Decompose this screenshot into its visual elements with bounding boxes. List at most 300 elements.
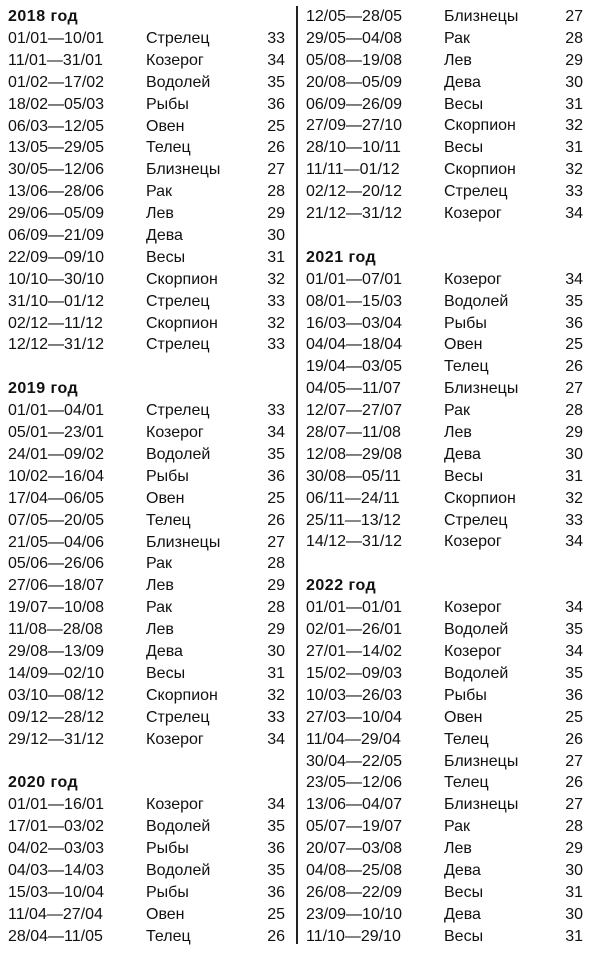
- section-spacer: [8, 356, 288, 378]
- date-range: 11/10—29/10: [306, 927, 401, 945]
- date-range: 27/03—10/04: [306, 708, 403, 726]
- sign-number: 33: [267, 30, 285, 47]
- date-range: 27/01—14/02: [306, 643, 403, 661]
- sign-number: 30: [267, 643, 285, 661]
- zodiac-sign: Овен: [146, 117, 185, 135]
- section-spacer: [306, 553, 588, 575]
- zodiac-sign: Водолей: [444, 621, 509, 639]
- sign-number: 27: [565, 752, 583, 770]
- zodiac-sign: Козерог: [146, 424, 204, 442]
- zodiac-sign: Скорпион: [146, 270, 218, 288]
- table-row: [306, 838, 588, 860]
- zodiac-sign: Лев: [146, 577, 174, 595]
- date-range: 03/10—08/12: [8, 686, 105, 704]
- zodiac-sign: Весы: [444, 95, 484, 113]
- date-range: 06/03—12/05: [8, 117, 105, 135]
- table-row: [306, 531, 588, 553]
- zodiac-sign: Скорпион: [444, 161, 516, 179]
- table-row: [8, 203, 288, 225]
- date-range: 29/08—13/09: [8, 643, 105, 661]
- table-row: [8, 685, 288, 707]
- date-range: 06/09—21/09: [8, 227, 105, 245]
- table-row: [306, 772, 588, 794]
- date-range: 29/06—05/09: [8, 205, 105, 223]
- table-row: [306, 882, 588, 904]
- date-range: 07/05—20/05: [8, 511, 105, 529]
- zodiac-sign: Водолей: [146, 818, 211, 836]
- table-row: [8, 181, 288, 203]
- table-row: [306, 72, 588, 94]
- date-range: 13/05—29/05: [8, 139, 105, 157]
- table-row: [8, 94, 288, 116]
- table-row: [306, 444, 588, 466]
- date-range: 29/12—31/12: [8, 730, 105, 748]
- sign-number: 29: [267, 577, 285, 595]
- date-range: 11/04—27/04: [8, 905, 103, 923]
- zodiac-sign: Козерог: [444, 270, 502, 288]
- table-row: [8, 904, 288, 926]
- zodiac-sign: Близнецы: [146, 161, 221, 179]
- date-range: 29/05—04/08: [306, 29, 403, 47]
- date-range: 28/10—10/11: [306, 139, 401, 157]
- table-row: [306, 159, 588, 181]
- zodiac-sign: Телец: [146, 511, 191, 529]
- table-row: [306, 6, 588, 28]
- sign-number: 34: [267, 730, 285, 748]
- date-range: 12/07—27/07: [306, 402, 403, 420]
- sign-number: 36: [565, 686, 583, 704]
- zodiac-sign: Рак: [444, 818, 471, 836]
- date-range: 01/01—01/01: [306, 599, 403, 617]
- sign-number: 33: [565, 511, 583, 529]
- zodiac-sign: Рыбы: [146, 840, 189, 858]
- zodiac-sign: Весы: [146, 248, 186, 266]
- table-row: [8, 159, 288, 181]
- sign-number: 26: [565, 730, 583, 748]
- sign-number: 25: [267, 117, 285, 135]
- date-range: 12/08—29/08: [306, 445, 403, 463]
- table-row: [306, 137, 588, 159]
- zodiac-sign: Телец: [444, 730, 489, 748]
- date-range: 02/12—11/12: [8, 314, 103, 332]
- zodiac-sign: Рак: [444, 402, 471, 420]
- zodiac-sign: Рыбы: [146, 95, 189, 113]
- date-range: 06/11—24/11: [306, 489, 400, 507]
- left-column: [8, 6, 288, 948]
- sign-number: 36: [267, 95, 285, 113]
- sign-number: 29: [565, 424, 583, 442]
- zodiac-sign: Весы: [444, 883, 484, 901]
- sign-number: 35: [267, 73, 285, 91]
- table-row: [306, 115, 588, 137]
- table-row: [8, 707, 288, 729]
- zodiac-sign: Стрелец: [146, 336, 210, 354]
- sign-number: 35: [267, 446, 285, 464]
- table-row: [8, 50, 288, 72]
- section-spacer: [306, 225, 588, 247]
- sign-number: 34: [565, 599, 583, 617]
- zodiac-sign: Лев: [444, 51, 472, 69]
- zodiac-sign: Стрелец: [146, 402, 210, 420]
- sign-number: 27: [565, 796, 583, 814]
- zodiac-sign: Стрелец: [146, 292, 210, 310]
- date-range: 21/05—04/06: [8, 533, 105, 551]
- sign-number: 36: [565, 314, 583, 332]
- table-row: [306, 181, 588, 203]
- table-row: [8, 444, 288, 466]
- sign-number: 33: [267, 708, 285, 726]
- zodiac-sign: Овен: [146, 905, 185, 923]
- sign-number: 34: [565, 205, 583, 223]
- column-divider: [296, 6, 298, 944]
- table-row: [306, 641, 588, 663]
- table-row: [306, 663, 588, 685]
- date-range: 23/09—10/10: [306, 905, 403, 923]
- zodiac-sign: Телец: [146, 139, 191, 157]
- zodiac-sign: Близнецы: [444, 8, 519, 25]
- sign-number: 30: [565, 905, 583, 923]
- sign-number: 25: [267, 905, 285, 923]
- zodiac-sign: Водолей: [146, 446, 211, 464]
- table-row: [8, 510, 288, 532]
- table-row: [306, 334, 588, 356]
- sign-number: 26: [565, 358, 583, 376]
- sign-number: 27: [267, 161, 285, 179]
- zodiac-sign: Телец: [146, 927, 191, 945]
- sign-number: 32: [267, 686, 285, 704]
- date-range: 04/05—11/07: [306, 380, 401, 398]
- date-range: 21/12—31/12: [306, 205, 403, 223]
- sign-number: 33: [267, 292, 285, 310]
- zodiac-sign: Рыбы: [444, 686, 487, 704]
- date-range: 11/11—01/12: [306, 161, 400, 179]
- zodiac-sign: Дева: [444, 905, 481, 923]
- sign-number: 31: [565, 883, 583, 901]
- date-range: 01/01—07/01: [306, 270, 403, 288]
- zodiac-sign: Водолей: [146, 862, 211, 880]
- date-range: 10/03—26/03: [306, 686, 403, 704]
- sign-number: 28: [267, 599, 285, 617]
- sign-number: 35: [565, 664, 583, 682]
- sign-number: 35: [565, 292, 583, 310]
- year-heading: 2019 год: [8, 380, 79, 398]
- date-range: 15/03—10/04: [8, 883, 105, 901]
- table-row: [306, 488, 588, 510]
- date-range: 10/10—30/10: [8, 270, 105, 288]
- zodiac-sign: Дева: [146, 643, 183, 661]
- table-row: [8, 466, 288, 488]
- table-row: [8, 553, 288, 575]
- date-range: 13/06—04/07: [306, 796, 403, 814]
- zodiac-sign: Козерог: [444, 205, 502, 223]
- sign-number: 34: [267, 796, 285, 814]
- zodiac-sign: Телец: [444, 774, 489, 792]
- table-row: [306, 356, 588, 378]
- table-row: [8, 247, 288, 269]
- table-row: [8, 838, 288, 860]
- zodiac-sign: Скорпион: [146, 314, 218, 332]
- zodiac-sign: Близнецы: [146, 533, 221, 551]
- table-row: [306, 816, 588, 838]
- table-row: [306, 422, 588, 444]
- date-range: 01/01—04/01: [8, 402, 105, 420]
- sign-number: 32: [565, 489, 583, 507]
- sign-number: 36: [267, 840, 285, 858]
- table-row: [306, 685, 588, 707]
- zodiac-sign: Козерог: [444, 599, 502, 617]
- table-row: [306, 400, 588, 422]
- table-row: [306, 269, 588, 291]
- sign-number: 36: [267, 883, 285, 901]
- date-range: 11/04—29/04: [306, 730, 401, 748]
- zodiac-sign: Весы: [146, 664, 186, 682]
- date-range: 06/09—26/09: [306, 95, 403, 113]
- zodiac-sign: Близнецы: [444, 752, 519, 770]
- date-range: 30/05—12/06: [8, 161, 105, 179]
- sign-number: 27: [565, 380, 583, 398]
- sign-number: 33: [565, 183, 583, 201]
- date-range: 13/06—28/06: [8, 183, 105, 201]
- sign-number: 28: [267, 555, 285, 573]
- sign-number: 33: [267, 336, 285, 354]
- date-range: 04/04—18/04: [306, 336, 403, 354]
- zodiac-sign: Козерог: [444, 643, 502, 661]
- sign-number: 31: [565, 467, 583, 485]
- date-range: 08/01—15/03: [306, 292, 403, 310]
- sign-number: 32: [565, 161, 583, 179]
- date-range: 02/01—26/01: [306, 621, 403, 639]
- date-range: 24/01—09/02: [8, 446, 105, 464]
- sign-number: 27: [565, 8, 583, 25]
- table-row: [306, 926, 588, 948]
- table-row: [8, 619, 288, 641]
- date-range: 05/07—19/07: [306, 818, 403, 836]
- zodiac-sign: Рыбы: [146, 883, 189, 901]
- zodiac-sign: Дева: [444, 861, 481, 879]
- table-row: [306, 794, 588, 816]
- zodiac-sign: Рыбы: [444, 314, 487, 332]
- sign-number: 34: [565, 270, 583, 288]
- sign-number: 26: [565, 774, 583, 792]
- date-range: 28/07—11/08: [306, 424, 401, 442]
- table-row: [306, 904, 588, 926]
- date-range: 20/08—05/09: [306, 73, 403, 91]
- table-row: [8, 225, 288, 247]
- table-row: [306, 466, 588, 488]
- date-range: 05/01—23/01: [8, 424, 105, 442]
- sign-number: 33: [267, 402, 285, 420]
- date-range: 09/12—28/12: [8, 708, 105, 726]
- sign-number: 32: [565, 117, 583, 135]
- sign-number: 26: [267, 139, 285, 157]
- date-range: 18/02—05/03: [8, 95, 105, 113]
- sign-number: 30: [565, 861, 583, 879]
- table-row: [8, 313, 288, 335]
- zodiac-sign: Овен: [444, 336, 483, 354]
- sign-number: 28: [267, 183, 285, 201]
- zodiac-sign: Рак: [444, 29, 471, 47]
- date-range: 27/06—18/07: [8, 577, 105, 595]
- table-row: [8, 860, 288, 882]
- zodiac-sign: Овен: [444, 708, 483, 726]
- table-row: [306, 510, 588, 532]
- table-row: [8, 400, 288, 422]
- zodiac-sign: Близнецы: [444, 796, 519, 814]
- sign-number: 25: [565, 708, 583, 726]
- date-range: 15/02—09/03: [306, 664, 403, 682]
- table-row: [8, 532, 288, 554]
- date-range: 05/06—26/06: [8, 555, 105, 573]
- zodiac-sign: Стрелец: [146, 30, 210, 47]
- date-range: 12/05—28/05: [306, 8, 403, 25]
- year-heading: 2018 год: [8, 8, 79, 25]
- date-range: 23/05—12/06: [306, 774, 403, 792]
- year-heading: 2020 год: [8, 774, 79, 792]
- date-range: 22/09—09/10: [8, 248, 105, 266]
- sign-number: 30: [565, 445, 583, 463]
- sign-number: 26: [267, 511, 285, 529]
- zodiac-sign: Стрелец: [146, 708, 210, 726]
- table-row: [306, 751, 588, 773]
- sign-number: 31: [267, 248, 285, 266]
- date-range: 16/03—03/04: [306, 314, 403, 332]
- sign-number: 28: [565, 818, 583, 836]
- sign-number: 26: [267, 927, 285, 945]
- date-range: 04/08—25/08: [306, 861, 403, 879]
- sign-number: 30: [267, 227, 285, 245]
- zodiac-sign: Овен: [146, 489, 185, 507]
- table-row: [8, 28, 288, 50]
- date-range: 01/01—16/01: [8, 796, 105, 814]
- zodiac-sign: Телец: [444, 358, 489, 376]
- zodiac-sign: Водолей: [444, 664, 509, 682]
- sign-number: 27: [267, 533, 285, 551]
- sign-number: 31: [565, 927, 583, 945]
- date-range: 28/04—11/05: [8, 927, 103, 945]
- zodiac-sign: Лев: [444, 840, 472, 858]
- table-row: [306, 291, 588, 313]
- zodiac-sign: Рак: [146, 555, 173, 573]
- date-range: 01/02—17/02: [8, 73, 105, 91]
- zodiac-sign: Стрелец: [444, 511, 508, 529]
- date-range: 04/03—14/03: [8, 862, 105, 880]
- zodiac-sign: Рыбы: [146, 467, 189, 485]
- zodiac-sign: Рак: [146, 183, 173, 201]
- date-range: 26/08—22/09: [306, 883, 403, 901]
- sign-number: 29: [565, 51, 583, 69]
- sign-number: 34: [267, 424, 285, 442]
- zodiac-sign: Лев: [444, 424, 472, 442]
- sign-number: 31: [565, 95, 583, 113]
- date-range: 14/09—02/10: [8, 664, 105, 682]
- date-range: 01/01—10/01: [8, 30, 105, 47]
- sign-number: 29: [267, 205, 285, 223]
- table-row: [306, 729, 588, 751]
- table-row: [8, 575, 288, 597]
- sign-number: 35: [267, 818, 285, 836]
- table-row: [306, 28, 588, 50]
- year-heading: 2021 год: [306, 248, 377, 266]
- zodiac-sign: Стрелец: [444, 183, 508, 201]
- table-row: [8, 729, 288, 751]
- sign-number: 34: [267, 51, 285, 69]
- zodiac-sign: Скорпион: [444, 117, 516, 135]
- section-spacer: [8, 751, 288, 773]
- table-row: [8, 291, 288, 313]
- date-range: 30/08—05/11: [306, 467, 401, 485]
- table-row: [8, 422, 288, 444]
- sign-number: 35: [267, 862, 285, 880]
- zodiac-sign: Скорпион: [146, 686, 218, 704]
- sign-number: 28: [565, 29, 583, 47]
- sign-number: 31: [267, 664, 285, 682]
- zodiac-sign: Лев: [146, 205, 174, 223]
- date-range: 20/07—03/08: [306, 840, 403, 858]
- table-row: [8, 816, 288, 838]
- zodiac-sign: Дева: [444, 445, 481, 463]
- sign-number: 28: [565, 402, 583, 420]
- date-range: 19/07—10/08: [8, 599, 105, 617]
- table-row: [306, 860, 588, 882]
- table-row: [306, 619, 588, 641]
- sign-number: 32: [267, 270, 285, 288]
- zodiac-sign: Козерог: [146, 730, 204, 748]
- date-range: 25/11—13/12: [306, 511, 401, 529]
- table-row: [8, 641, 288, 663]
- zodiac-sign: Дева: [146, 227, 183, 245]
- zodiac-sign: Дева: [444, 73, 481, 91]
- zodiac-sign: Водолей: [444, 292, 509, 310]
- date-range: 10/02—16/04: [8, 467, 105, 485]
- date-range: 14/12—31/12: [306, 533, 403, 551]
- zodiac-sign: Скорпион: [444, 489, 516, 507]
- table-row: [306, 378, 588, 400]
- table-row: [8, 334, 288, 356]
- sign-number: 29: [565, 840, 583, 858]
- zodiac-sign: Козерог: [146, 51, 204, 69]
- table-row: [306, 597, 588, 619]
- date-range: 04/02—03/03: [8, 840, 105, 858]
- table-row: [306, 203, 588, 225]
- zodiac-sign: Весы: [444, 467, 484, 485]
- zodiac-sign: Козерог: [444, 533, 502, 551]
- sign-number: 31: [565, 139, 583, 157]
- table-row: [8, 488, 288, 510]
- date-range: 11/08—28/08: [8, 621, 103, 639]
- zodiac-sign: Рак: [146, 599, 173, 617]
- sign-number: 25: [267, 489, 285, 507]
- date-range: 17/04—06/05: [8, 489, 105, 507]
- table-row: [8, 926, 288, 948]
- table-row: [306, 313, 588, 335]
- date-range: 02/12—20/12: [306, 183, 403, 201]
- date-range: 30/04—22/05: [306, 752, 403, 770]
- zodiac-sign: Весы: [444, 139, 484, 157]
- table-row: [8, 794, 288, 816]
- table-row: [306, 707, 588, 729]
- sign-number: 36: [267, 467, 285, 485]
- sign-number: 34: [565, 643, 583, 661]
- zodiac-sign: Козерог: [146, 796, 204, 814]
- zodiac-sign: Близнецы: [444, 380, 519, 398]
- sign-number: 32: [267, 314, 285, 332]
- date-range: 17/01—03/02: [8, 818, 105, 836]
- table-row: [8, 116, 288, 138]
- zodiac-sign: Водолей: [146, 73, 211, 91]
- table-row: [8, 597, 288, 619]
- sign-number: 30: [565, 73, 583, 91]
- table-row: [306, 94, 588, 116]
